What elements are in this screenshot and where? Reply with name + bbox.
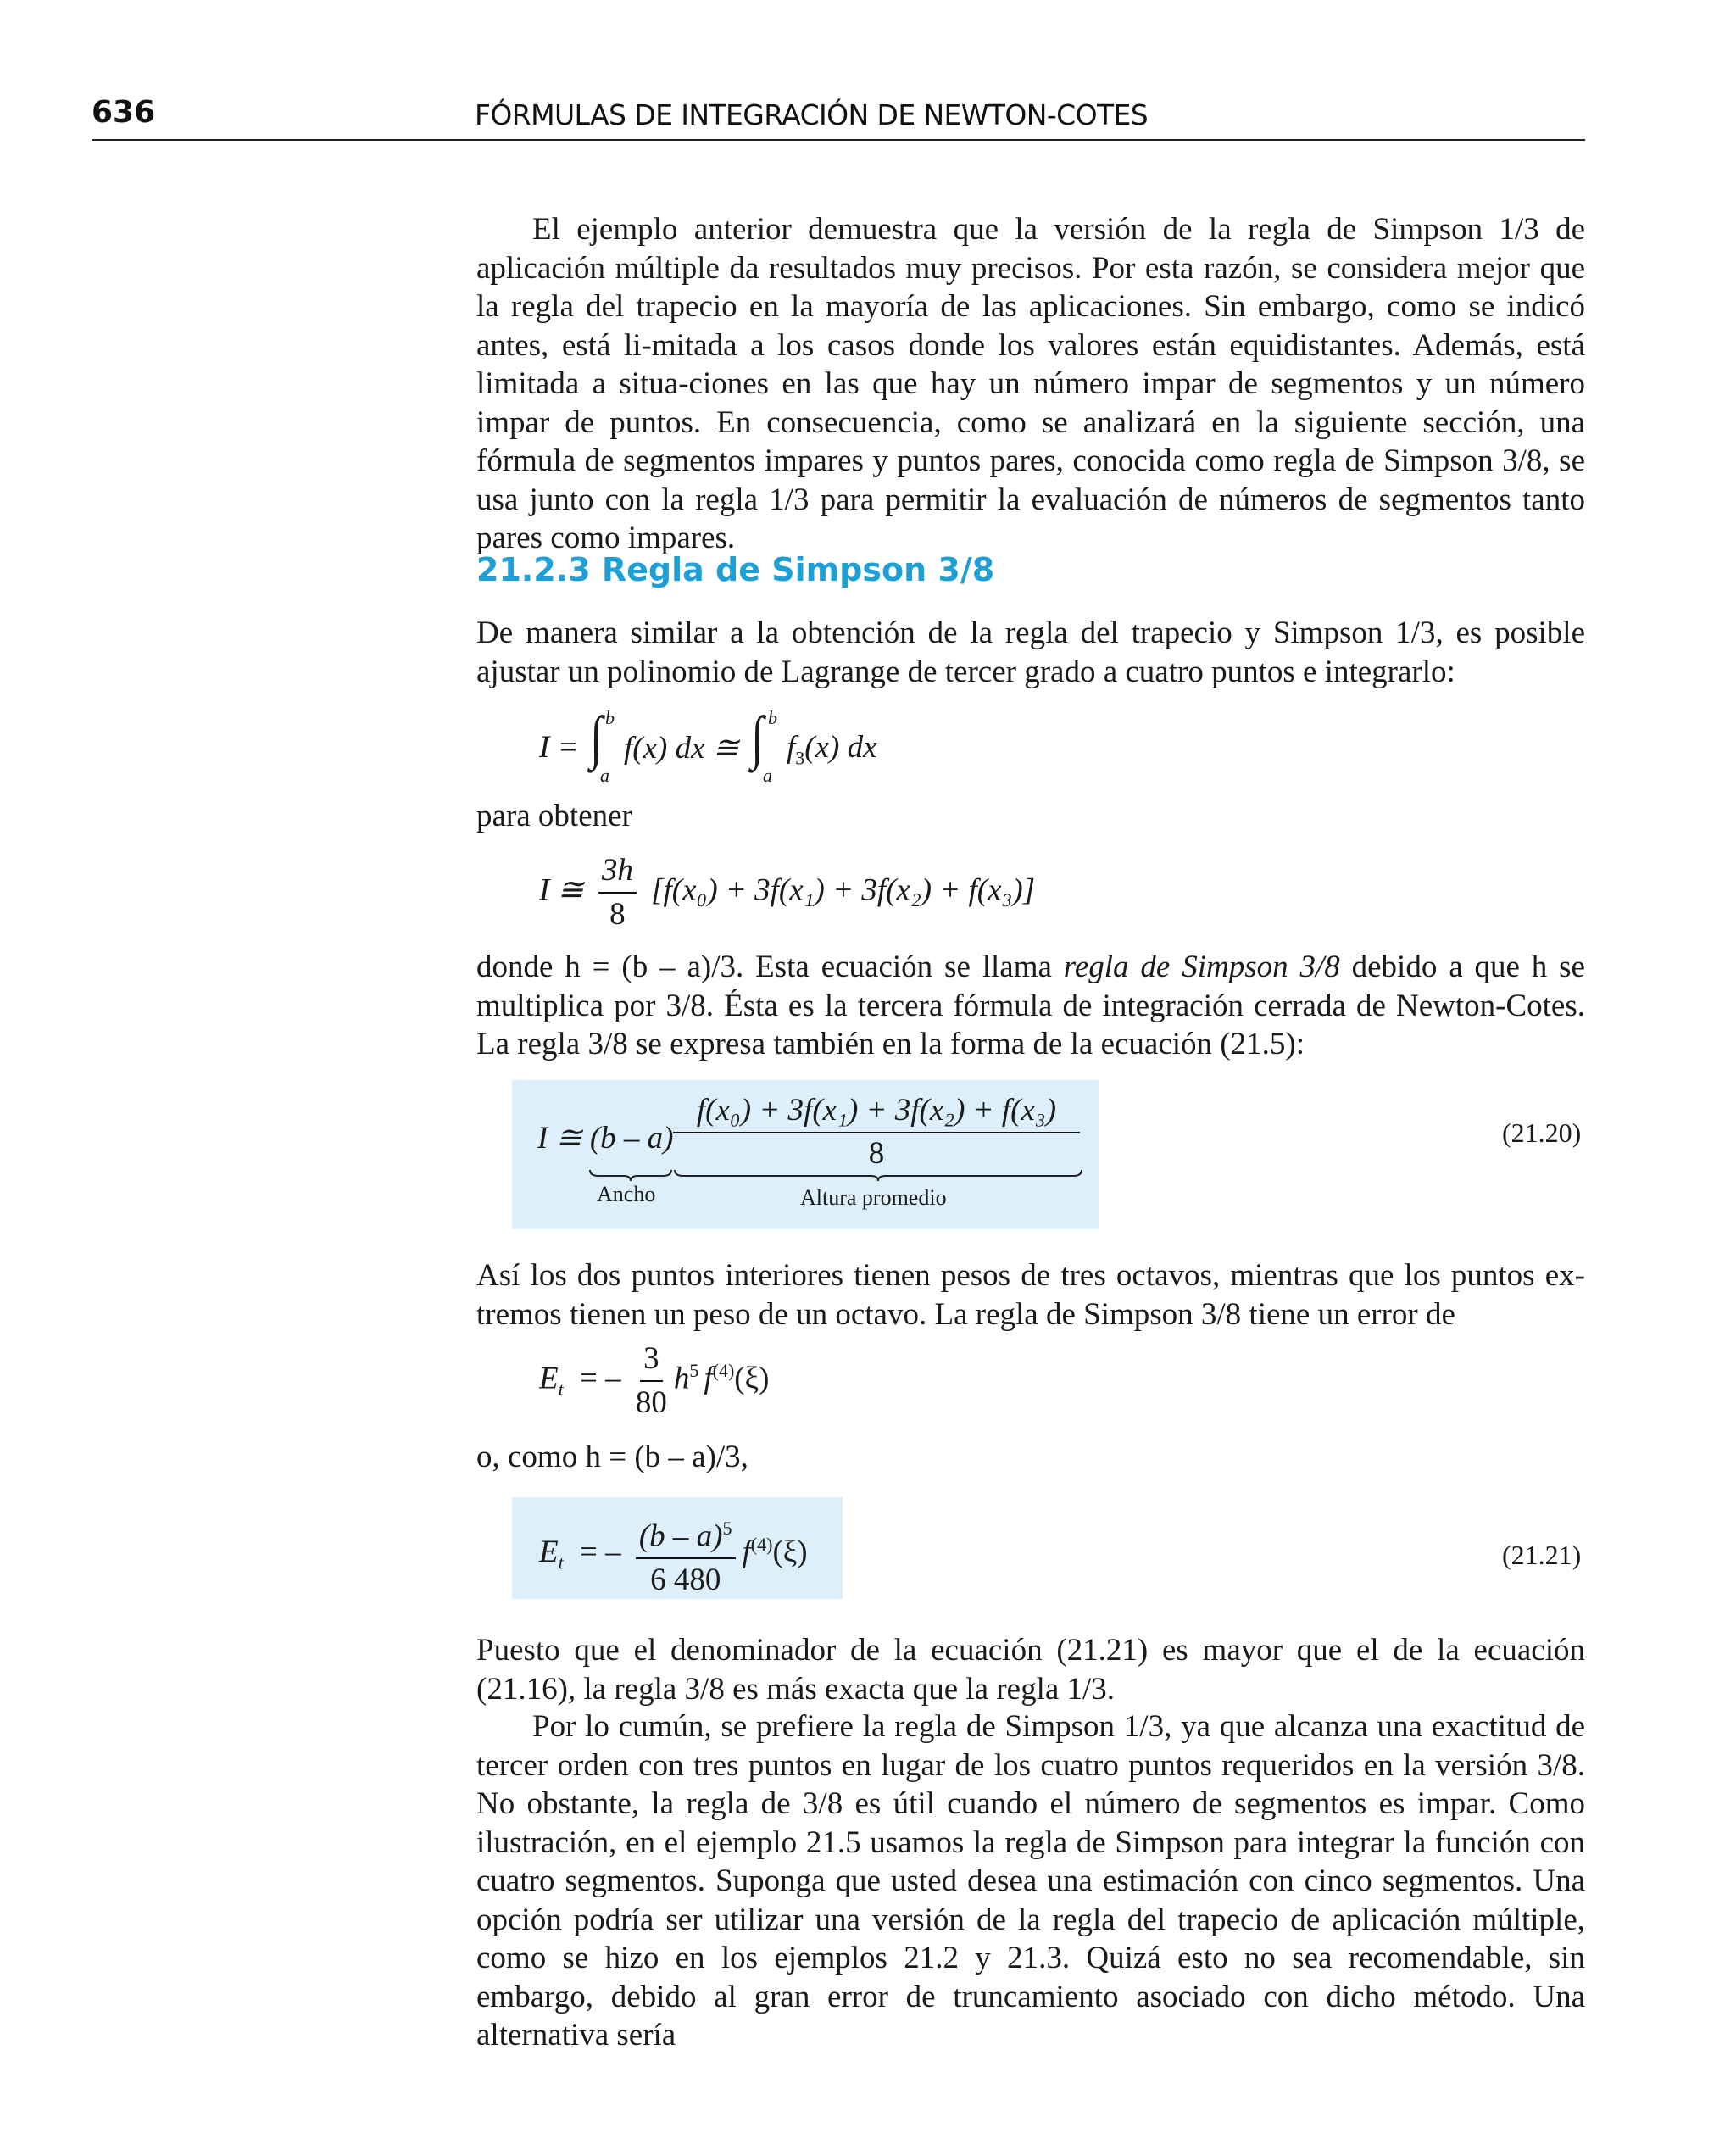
paragraph-lagrange: De manera similar a la obtención de la regla del trapecio y Simpson 1/3, es posible ajustar un polinomio de Lagrange de tercer grado a cuatro puntos e integrarlo:: [476, 615, 1585, 689]
eq2120-lhs: I ≅ (b – a): [537, 1121, 674, 1156]
underbrace-height: [673, 1168, 1083, 1182]
lower-limit-2: a: [763, 765, 772, 786]
eq2120-denominator: 8: [868, 1136, 885, 1171]
underbrace-width: [588, 1168, 673, 1182]
label-ancho: Ancho: [597, 1182, 656, 1206]
page-number: 636: [92, 95, 156, 130]
lower-limit-1: a: [600, 765, 609, 786]
paragraph-definition: donde h = (b – a)/3. Esta ecuación se llama regla de Simpson 3/8 debido a que h se multiplica por 3/8. Ésta es la tercera fórmula de integración cerrada de Newton-Cotes. La regla 3/8 se expresa también en la forma de la ecuación (21.5):: [476, 950, 1585, 1061]
integral-sign-2: ∫: [750, 705, 765, 771]
eq38-numerator: 3h: [598, 853, 637, 894]
simpson38-equation: [539, 853, 1035, 933]
equation-21-20-box: [512, 1080, 1099, 1229]
eq2120-fraction: [673, 1092, 1080, 1172]
eq38-body: [f(x₀) + 3f(x₁) + 3f(x₂) + f(x₃)]: [651, 872, 1036, 908]
equation-number-21-20: (21.20): [1502, 1117, 1582, 1148]
running-title: FÓRMULAS DE INTEGRACIÓN DE NEWTON-COTES: [475, 98, 1149, 131]
section-title: 21.2.3 Regla de Simpson 3/8: [476, 551, 995, 588]
eq2121-content: $E_t$ = – $\frac{(b - a)^5}{6 480}$ $f^{(4)}(\xi)$: [539, 1511, 808, 1598]
paragraph-intro: El ejemplo anterior demuestra que la versión de la regla de Simpson 1/3 de aplicación múltiple da resultados muy precisos. Por esta razón, se considera mejor que la regla del trapecio en la mayoría de las aplicaciones. Sin embargo, como se indicó antes, está li-mitada a los casos donde los valores están equidistantes. Además, está limitada a situa-ciones en las que hay un número impar de segmentos y un número impar de puntos. En consecuencia, como se analizará en la siguiente sección, una fórmula de segmentos impares y puntos pares, conocida como regla de Simpson 3/8, se usa junto con la regla 1/3 para permitir la evaluación de números de segmentos tanto pares como impares.: [476, 212, 1585, 555]
integral-sign-1: ∫: [589, 705, 604, 771]
text-para-obtener: para obtener: [476, 799, 632, 833]
eq-term1: f(x) dx ≅: [624, 731, 739, 766]
eq-lhs: I =: [539, 730, 579, 765]
label-altura-promedio: Altura promedio: [800, 1185, 947, 1210]
upper-limit-1: b: [605, 707, 615, 728]
paragraph-weights: Así los dos puntos interiores tienen pesos de tres octavos, mientras que los puntos ex-tremos tienen un peso de un octavo. La regla de Simpson 3/8 tiene un error de: [476, 1258, 1585, 1332]
eq38-lhs: I ≅: [539, 872, 584, 908]
page-header: [92, 95, 1585, 141]
equation-number-21-21: (21.21): [1502, 1540, 1582, 1570]
eq2120-numerator: f(x₀) + 3f(x₁) + 3f(x₂) + f(x₃): [673, 1092, 1080, 1133]
eq-term2: $f_3(x)$ dx: [787, 730, 877, 769]
eq38-denominator: 8: [609, 897, 626, 932]
paragraph-preference: Por lo cumún, se prefiere la regla de Simpson 1/3, ya que alcanza una exactitud de tercer orden con tres puntos en lugar de los cuatro puntos requeridos en la versión 3/8. No obstante, la regla de 3/8 es útil cuando el número de segmentos es impar. Como ilustración, en el ejemplo 21.5 usamos la regla de Simpson para integrar la función con cuatro segmentos. Suponga que usted desea una estimación con cinco segmentos. Una opción podría ser utilizar una versión de la regla del trapecio de aplicación múltiple, como se hizo en los ejemplos 21.2 y 21.3. Quizá esto no sea recomendable, sin embargo, debido al gran error de truncamiento asociado con dicho método. Una alternativa sería: [476, 1709, 1585, 2053]
equation-21-21-box: [512, 1497, 843, 1599]
text-o-como: o, como h = (b – a)/3,: [476, 1440, 748, 1474]
upper-limit-2: b: [768, 707, 777, 728]
eq2121-fraction: $\frac{(b - a)^5}{6 480}$: [636, 1511, 736, 1598]
error-equation: $E_t$ = – $\frac{3}{80}$ $h^5$ $f^{(4)}(\xi)$: [539, 1341, 770, 1420]
error-fraction: $\frac{3}{80}$: [635, 1341, 667, 1420]
paragraph-comparison: Puesto que el denominador de la ecuación (21.21) es mayor que el de la ecuación (21.16), la regla 3/8 es más exacta que la regla 1/3.: [476, 1633, 1585, 1707]
eq38-fraction: [598, 853, 637, 933]
